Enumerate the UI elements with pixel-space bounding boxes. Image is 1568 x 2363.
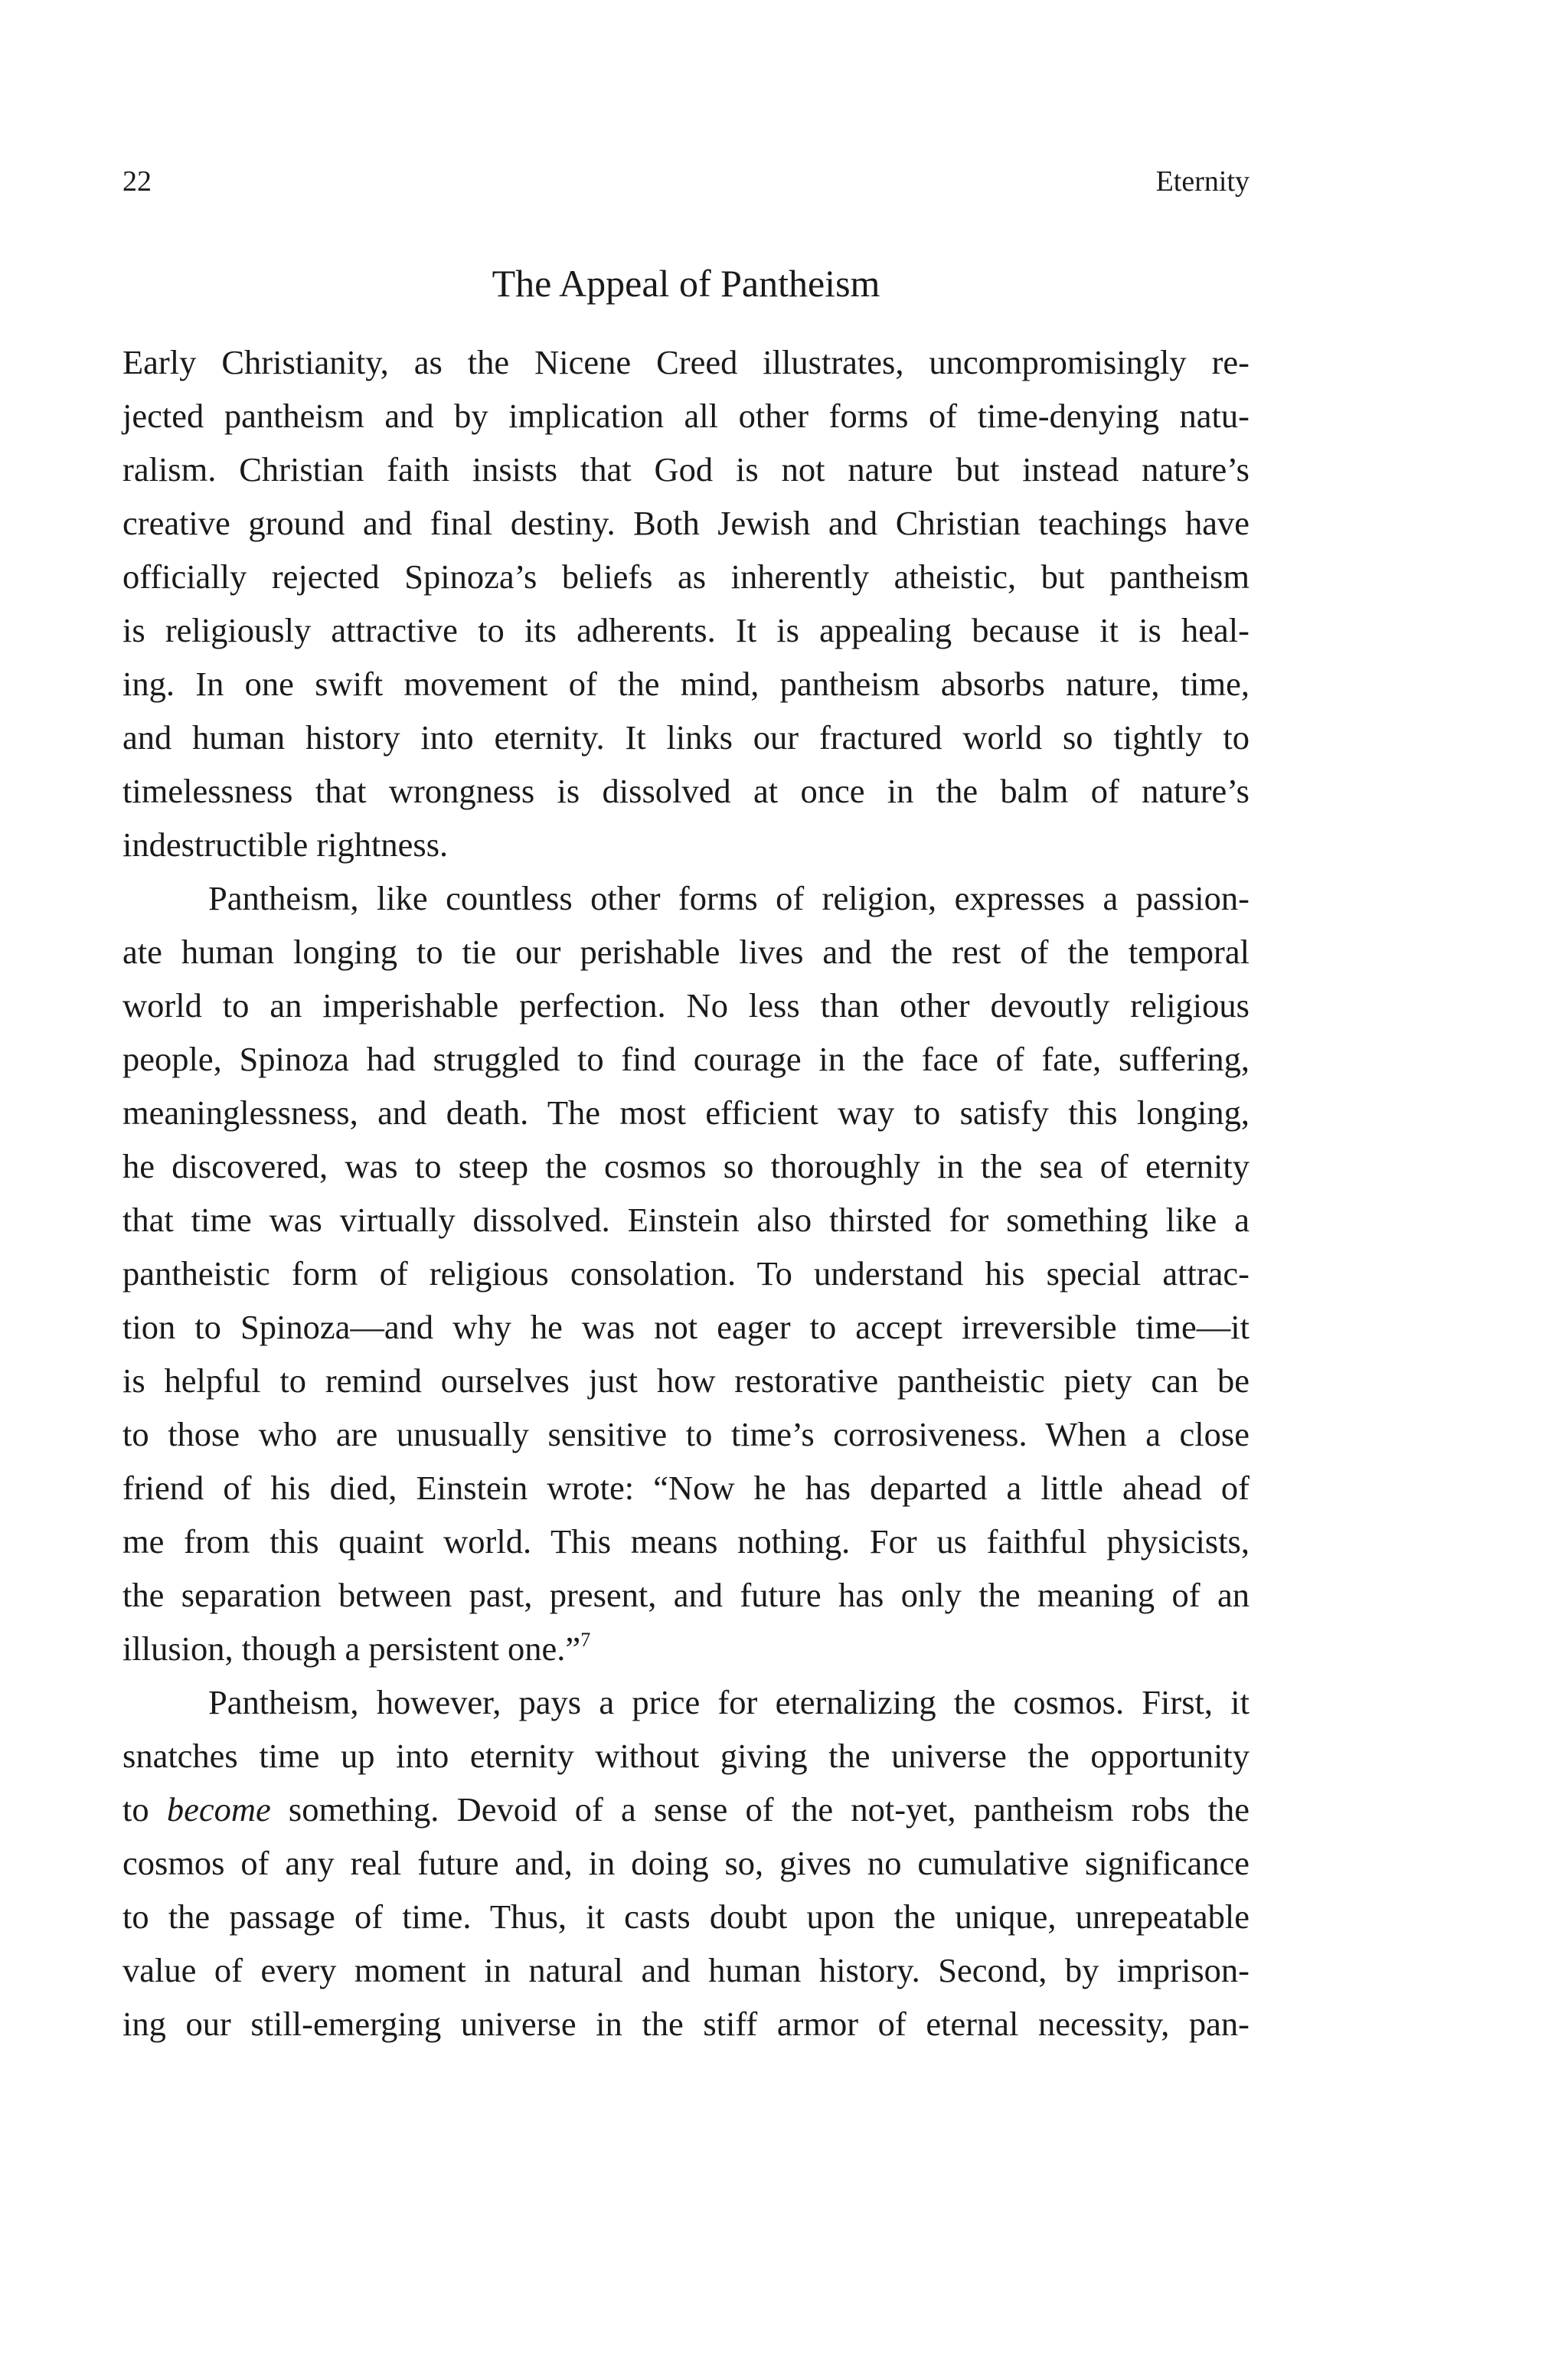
text-line: people, Spinoza had struggled to find courage in the face of fate, suffering,: [122, 1040, 1250, 1078]
text-line: pantheistic form of religious consolation. To understand his special attrac-: [122, 1254, 1250, 1293]
text-line: he discovered, was to steep the cosmos so thoroughly in the sea of eternity: [122, 1147, 1250, 1185]
text-line: Early Christianity, as the Nicene Creed illustrates, uncompromisingly re-: [122, 343, 1250, 381]
section-heading: The Appeal of Pantheism: [492, 262, 880, 305]
text-line: officially rejected Spinoza’s beliefs as inherently atheistic, but pantheism: [122, 557, 1250, 596]
text-line: snatches time up into eternity without giving the universe the opportunity: [122, 1737, 1250, 1775]
running-head: [0, 162, 1568, 201]
text-line: friend of his died, Einstein wrote: “Now he has departed a little ahead of: [122, 1469, 1250, 1507]
text-line: meaninglessness, and death. The most efficient way to satisfy this longing,: [122, 1093, 1250, 1132]
text-line: Pantheism, however, pays a price for eternalizing the cosmos. First, it: [208, 1683, 1250, 1721]
italic-word: become: [166, 1790, 271, 1829]
footnote-ref[interactable]: 7: [580, 1629, 591, 1651]
text-line: Pantheism, like countless other forms of religion, expresses a passion-: [208, 879, 1250, 917]
running-title: Eternity: [1155, 165, 1250, 198]
body-text: [122, 335, 1250, 2051]
text-line: the separation between past, present, and future has only the meaning of an: [122, 1576, 1250, 1614]
text-line: is helpful to remind ourselves just how restorative pantheistic piety can be: [122, 1361, 1250, 1400]
page-number: 22: [122, 165, 152, 198]
text-line: cosmos of any real future and, in doing so, gives no cumulative significance: [122, 1844, 1250, 1882]
text-line: tion to Spinoza—and why he was not eager to accept irreversible time—it: [122, 1308, 1250, 1346]
paragraph-1: [122, 335, 1250, 871]
text-line-content: illusion, though a persistent one.”: [122, 1629, 581, 1668]
text-line: is religiously attractive to its adherents. It is appealing because it is heal-: [122, 611, 1250, 649]
text-line: to the passage of time. Thus, it casts doubt upon the unique, unrepeatable: [122, 1897, 1250, 1936]
text-line: ing. In one swift movement of the mind, pantheism absorbs nature, time,: [122, 665, 1250, 703]
text-line: that time was virtually dissolved. Einstein also thirsted for something like a: [122, 1201, 1250, 1239]
paragraph-3: [122, 1675, 1250, 2051]
text-line: [122, 1783, 1250, 1836]
text-line: timelessness that wrongness is dissolved at once in the balm of nature’s: [122, 772, 1250, 810]
text-line: ate human longing to tie our perishable lives and the rest of the temporal: [122, 933, 1250, 971]
text-line: creative ground and final destiny. Both Jewish and Christian teachings have: [122, 504, 1250, 542]
text-line: ralism. Christian faith insists that God is not nature but instead nature’s: [122, 450, 1250, 489]
text-line: ing our still-emerging universe in the stiff armor of eternal necessity, pan-: [122, 2005, 1250, 2043]
text-line-rest: something. Devoid of a sense of the not-yet, pantheism robs the: [270, 1790, 1250, 1829]
text-line: me from this quaint world. This means nothing. For us faithful physicists,: [122, 1522, 1250, 1561]
text-line: to those who are unusually sensitive to time’s corrosiveness. When a close: [122, 1415, 1250, 1453]
text-line: world to an imperishable perfection. No less than other devoutly religious: [122, 986, 1250, 1025]
text-line: jected pantheism and by implication all other forms of time-denying natu-: [122, 397, 1250, 435]
text-line: [122, 1622, 1250, 1675]
text-line: value of every moment in natural and human history. Second, by imprison-: [122, 1951, 1250, 1989]
text-line: and human history into eternity. It links our fractured world so tightly to: [122, 718, 1250, 757]
text-line-start: to: [122, 1790, 167, 1829]
paragraph-2: [122, 871, 1250, 1675]
text-line: indestructible rightness.: [122, 825, 449, 864]
